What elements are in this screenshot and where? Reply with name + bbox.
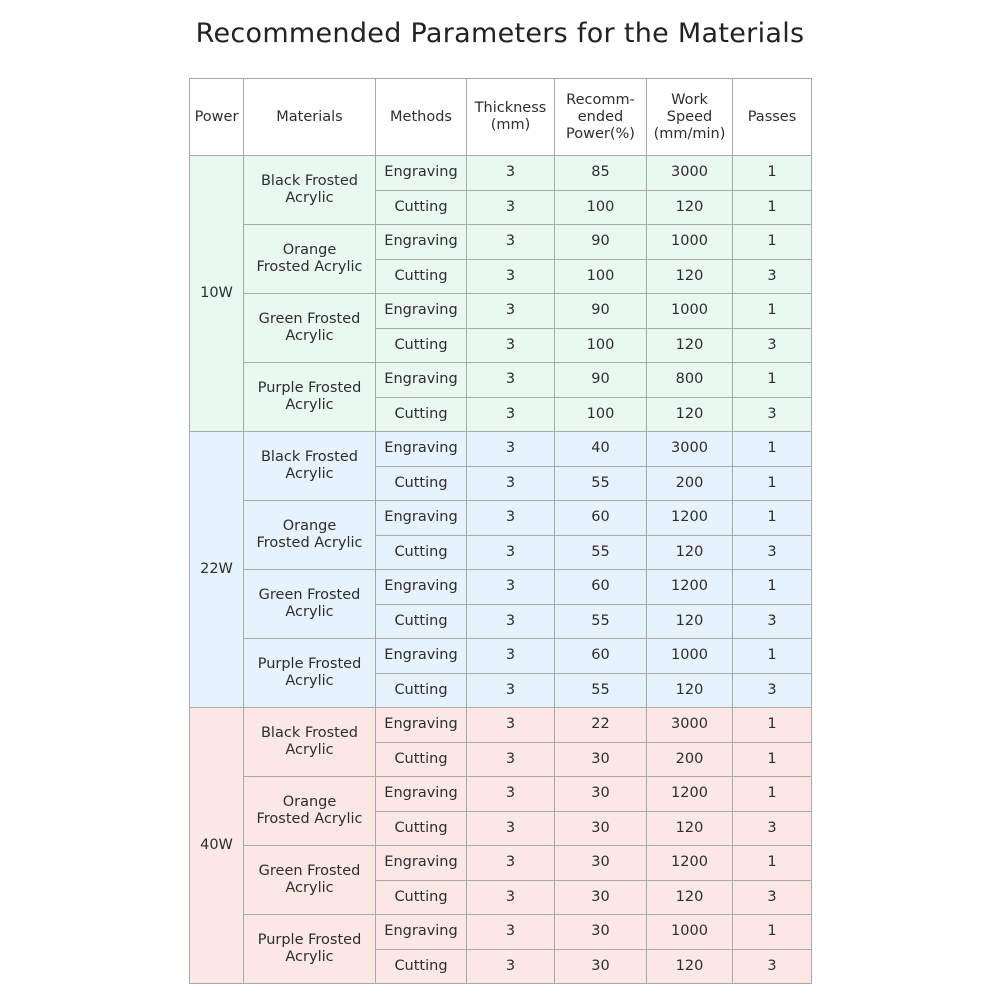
cell-thickness: 3 [467, 915, 555, 950]
header-work-speed-line: (mm/min) [653, 125, 726, 142]
cell-speed: 120 [647, 604, 733, 639]
cell-speed: 1200 [647, 777, 733, 812]
method-cell: Cutting [376, 259, 467, 294]
method-cell: Engraving [376, 225, 467, 260]
cell-power: 55 [555, 604, 647, 639]
material-name-line: Green Frosted [258, 587, 361, 603]
cell-speed: 800 [647, 363, 733, 398]
cell-passes: 3 [733, 397, 812, 432]
cell-thickness: 3 [467, 363, 555, 398]
method-cell: Engraving [376, 639, 467, 674]
cell-power: 30 [555, 811, 647, 846]
method-cell: Engraving [376, 708, 467, 743]
cell-speed: 120 [647, 535, 733, 570]
cell-passes: 1 [733, 915, 812, 950]
cell-power: 30 [555, 777, 647, 812]
material-cell [244, 777, 376, 846]
cell-power: 100 [555, 397, 647, 432]
cell-speed: 120 [647, 259, 733, 294]
method-cell: Engraving [376, 294, 467, 329]
method-cell: Engraving [376, 501, 467, 536]
material-name-line: Acrylic [285, 880, 334, 896]
method-cell: Engraving [376, 156, 467, 191]
cell-passes: 1 [733, 432, 812, 467]
cell-passes: 1 [733, 190, 812, 225]
material-name-line: Acrylic [285, 328, 334, 344]
cell-thickness: 3 [467, 294, 555, 329]
material-name-line: Purple Frosted [257, 380, 362, 396]
material-name-line: Black Frosted [260, 173, 358, 189]
method-cell: Cutting [376, 604, 467, 639]
material-cell [244, 156, 376, 225]
cell-power: 100 [555, 190, 647, 225]
cell-thickness: 3 [467, 673, 555, 708]
method-cell: Cutting [376, 328, 467, 363]
table-body [190, 156, 812, 984]
header-recommended-power [555, 79, 647, 156]
table-row [190, 708, 812, 743]
cell-thickness: 3 [467, 846, 555, 881]
cell-speed: 1200 [647, 501, 733, 536]
material-name-line: Frosted Acrylic [256, 259, 363, 275]
cell-speed: 120 [647, 949, 733, 984]
cell-speed: 1000 [647, 294, 733, 329]
cell-speed: 120 [647, 811, 733, 846]
method-cell: Engraving [376, 777, 467, 812]
cell-passes: 1 [733, 225, 812, 260]
cell-speed: 1200 [647, 570, 733, 605]
cell-thickness: 3 [467, 190, 555, 225]
cell-thickness: 3 [467, 156, 555, 191]
cell-speed: 3000 [647, 708, 733, 743]
table-row [190, 915, 812, 950]
cell-passes: 3 [733, 949, 812, 984]
material-cell [244, 501, 376, 570]
cell-passes: 1 [733, 846, 812, 881]
cell-power: 30 [555, 949, 647, 984]
material-cell [244, 432, 376, 501]
method-cell: Cutting [376, 880, 467, 915]
header-power: Power [190, 79, 244, 156]
cell-speed: 3000 [647, 432, 733, 467]
cell-passes: 1 [733, 363, 812, 398]
material-name-line: Purple Frosted [257, 656, 362, 672]
table-row [190, 639, 812, 674]
cell-power: 30 [555, 915, 647, 950]
cell-power: 55 [555, 466, 647, 501]
cell-speed: 120 [647, 397, 733, 432]
cell-passes: 3 [733, 604, 812, 639]
method-cell: Cutting [376, 466, 467, 501]
cell-power: 100 [555, 328, 647, 363]
header-row [190, 79, 812, 156]
cell-speed: 200 [647, 466, 733, 501]
parameters-table [189, 78, 812, 984]
cell-thickness: 3 [467, 397, 555, 432]
cell-passes: 3 [733, 259, 812, 294]
cell-power: 55 [555, 535, 647, 570]
cell-thickness: 3 [467, 466, 555, 501]
material-name-line: Black Frosted [260, 725, 358, 741]
cell-passes: 3 [733, 535, 812, 570]
cell-power: 22 [555, 708, 647, 743]
cell-passes: 1 [733, 156, 812, 191]
cell-thickness: 3 [467, 880, 555, 915]
material-name-line: Acrylic [285, 742, 334, 758]
method-cell: Engraving [376, 915, 467, 950]
cell-speed: 1000 [647, 915, 733, 950]
header-thickness-line: (mm) [490, 117, 531, 133]
cell-power: 30 [555, 846, 647, 881]
material-name-line: Acrylic [285, 190, 334, 206]
material-cell [244, 570, 376, 639]
material-name-line: Frosted Acrylic [256, 811, 363, 827]
cell-thickness: 3 [467, 811, 555, 846]
table-row [190, 846, 812, 881]
material-name-line: Acrylic [285, 397, 334, 413]
material-name-line: Orange [282, 794, 337, 810]
material-name-line: Orange [282, 518, 337, 534]
method-cell: Engraving [376, 363, 467, 398]
table-row [190, 363, 812, 398]
table-row [190, 432, 812, 467]
cell-passes: 1 [733, 777, 812, 812]
cell-speed: 120 [647, 673, 733, 708]
method-cell: Cutting [376, 190, 467, 225]
cell-thickness: 3 [467, 328, 555, 363]
material-cell [244, 708, 376, 777]
cell-power: 60 [555, 639, 647, 674]
method-cell: Cutting [376, 673, 467, 708]
table-row [190, 294, 812, 329]
method-cell: Cutting [376, 397, 467, 432]
material-cell [244, 846, 376, 915]
cell-passes: 3 [733, 328, 812, 363]
table-header [190, 79, 812, 156]
header-recommended-power-line: Recomm- [566, 91, 635, 108]
material-name-line: Green Frosted [258, 311, 361, 327]
cell-passes: 1 [733, 501, 812, 536]
cell-speed: 200 [647, 742, 733, 777]
table-row [190, 156, 812, 191]
header-passes: Passes [733, 79, 812, 156]
material-cell [244, 915, 376, 984]
header-recommended-power-line: Power(%) [566, 125, 635, 142]
cell-power: 60 [555, 501, 647, 536]
material-name-line: Acrylic [285, 673, 334, 689]
cell-thickness: 3 [467, 535, 555, 570]
cell-power: 30 [555, 742, 647, 777]
cell-thickness: 3 [467, 742, 555, 777]
method-cell: Cutting [376, 811, 467, 846]
cell-passes: 1 [733, 294, 812, 329]
cell-speed: 1000 [647, 225, 733, 260]
header-recommended-power-line: ended [577, 108, 624, 125]
material-name-line: Acrylic [285, 604, 334, 620]
cell-thickness: 3 [467, 949, 555, 984]
cell-thickness: 3 [467, 259, 555, 294]
cell-passes: 1 [733, 708, 812, 743]
material-cell [244, 639, 376, 708]
cell-thickness: 3 [467, 432, 555, 467]
material-cell [244, 225, 376, 294]
cell-passes: 3 [733, 673, 812, 708]
method-cell: Engraving [376, 432, 467, 467]
cell-passes: 1 [733, 639, 812, 674]
cell-passes: 1 [733, 570, 812, 605]
cell-power: 30 [555, 880, 647, 915]
material-name-line: Green Frosted [258, 863, 361, 879]
cell-thickness: 3 [467, 708, 555, 743]
header-work-speed [647, 79, 733, 156]
cell-passes: 1 [733, 742, 812, 777]
material-cell [244, 363, 376, 432]
power-cell: 40W [190, 708, 244, 984]
material-name-line: Purple Frosted [257, 932, 362, 948]
power-cell: 22W [190, 432, 244, 708]
cell-speed: 120 [647, 190, 733, 225]
cell-thickness: 3 [467, 501, 555, 536]
method-cell: Cutting [376, 949, 467, 984]
method-cell: Engraving [376, 570, 467, 605]
table-row [190, 777, 812, 812]
header-work-speed-line: Work [671, 91, 708, 108]
power-cell: 10W [190, 156, 244, 432]
cell-power: 90 [555, 294, 647, 329]
cell-power: 100 [555, 259, 647, 294]
material-cell [244, 294, 376, 363]
cell-passes: 3 [733, 880, 812, 915]
cell-speed: 1200 [647, 846, 733, 881]
material-name-line: Acrylic [285, 466, 334, 482]
method-cell: Cutting [376, 742, 467, 777]
material-name-line: Orange [282, 242, 337, 258]
cell-speed: 120 [647, 880, 733, 915]
method-cell: Cutting [376, 535, 467, 570]
material-name-line: Frosted Acrylic [256, 535, 363, 551]
cell-power: 40 [555, 432, 647, 467]
cell-speed: 120 [647, 328, 733, 363]
material-name-line: Black Frosted [260, 449, 358, 465]
cell-power: 60 [555, 570, 647, 605]
cell-power: 85 [555, 156, 647, 191]
method-cell: Engraving [376, 846, 467, 881]
header-thickness [467, 79, 555, 156]
header-methods: Methods [376, 79, 467, 156]
table-row [190, 570, 812, 605]
cell-speed: 1000 [647, 639, 733, 674]
page-title: Recommended Parameters for the Materials [195, 18, 805, 49]
cell-power: 90 [555, 363, 647, 398]
cell-thickness: 3 [467, 225, 555, 260]
header-materials: Materials [244, 79, 376, 156]
cell-thickness: 3 [467, 777, 555, 812]
cell-power: 55 [555, 673, 647, 708]
cell-thickness: 3 [467, 639, 555, 674]
cell-thickness: 3 [467, 570, 555, 605]
cell-thickness: 3 [467, 604, 555, 639]
header-work-speed-line: Speed [666, 108, 713, 125]
table-row [190, 501, 812, 536]
header-thickness-line: Thickness [474, 100, 547, 116]
cell-passes: 1 [733, 466, 812, 501]
table-row [190, 225, 812, 260]
cell-speed: 3000 [647, 156, 733, 191]
cell-passes: 3 [733, 811, 812, 846]
cell-power: 90 [555, 225, 647, 260]
material-name-line: Acrylic [285, 949, 334, 965]
